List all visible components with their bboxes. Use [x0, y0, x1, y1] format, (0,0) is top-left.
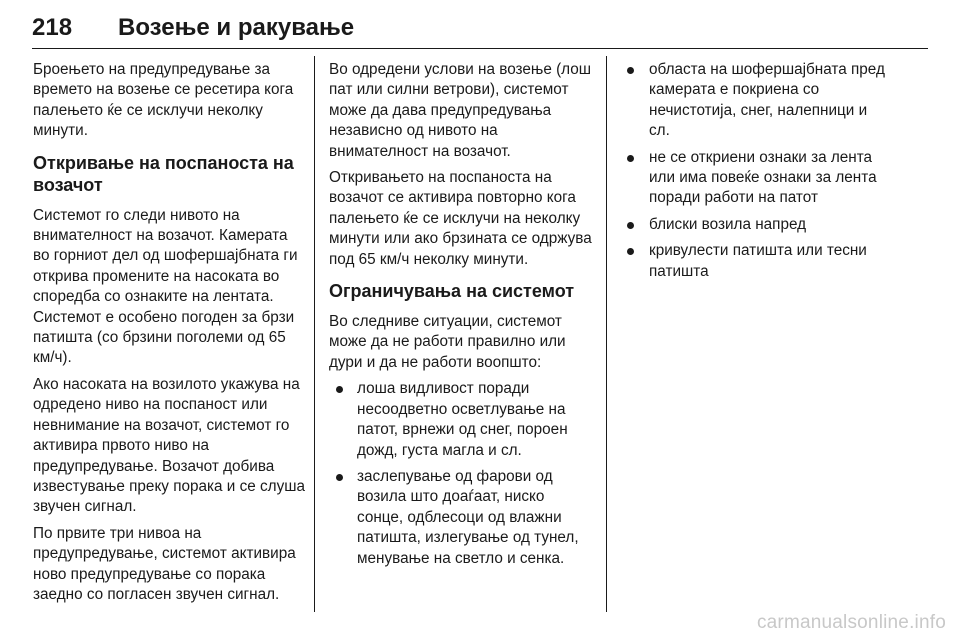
heading-system-limitations: Ограничувања на системот — [329, 281, 575, 302]
column-divider-1 — [314, 56, 315, 612]
list-item: областа на шофершајбната пред камерата е покриена со нечистотија, снег, налепници и сл. — [622, 60, 890, 142]
heading-drowsiness-detection: Откривање на поспаноста на возачот — [33, 152, 294, 195]
page-header — [32, 0, 928, 52]
watermark: carmanualsonline.info — [756, 612, 946, 633]
list-item: лоша видливост поради несоодветно осветлување на патот, врнежи од снег, пороен дожд, густа магла и сл. — [331, 379, 593, 461]
bullet-icon — [336, 474, 343, 481]
limitations-list-continued — [622, 60, 890, 282]
column-1 — [33, 60, 305, 611]
bullet-icon — [627, 248, 634, 255]
bullet-icon — [627, 155, 634, 162]
list-item: кривулести патишта или тесни патишта — [622, 241, 890, 282]
column-3 — [622, 60, 890, 288]
header-rule — [32, 48, 928, 49]
paragraph-situations: Во следниве ситуации, системот може да не работи правилно или дури и да не работи воопшто: — [329, 313, 566, 371]
list-item: заслепување од фарови од возила што доаѓаат, ниско сонце, одблесоци од влажни патишта, излегување од тунел, менување на светло и сенка. — [331, 467, 593, 569]
paragraph-conditions: Во одредени услови на возење (лош пат или силни ветрови), системот може да дава предупредувања независно од нивото на внимателност на возачот. — [329, 61, 592, 160]
bullet-icon — [336, 386, 343, 393]
column-2 — [329, 60, 593, 575]
paragraph-reactivation: Откривањето на поспаноста на возачот се активира повторно кога палењето ќе се исклучи на неколку минути или ако брзината се одржува под 65 км/ч неколку минути. — [329, 169, 592, 268]
limitations-list — [329, 379, 593, 569]
paragraph-system-monitor: Системот го следи нивото на внимателност на возачот. Камерата во горниот дел од шофершајбната ги открива промените на насоката во споредба со ознаките на лентата. Системот е особено погоден за брзи патишта (со брзини поголеми од 65 км/ч). — [33, 206, 298, 367]
paragraph-new-warning: По првите три нивоа на предупредување, системот активира ново предупредување со порака заедно со погласен звучен сигнал. — [33, 524, 296, 603]
bullet-icon — [627, 222, 634, 229]
paragraph-reset-counter: Броењето на предупредување за времето на возење се ресетира кога палењето ќе се исклучи неколку минути. — [33, 61, 294, 140]
paragraph-first-warning: Ако насоката на возилото укажува на одредено ниво на поспаност или невнимание на возачот, системот го активира првото ниво на предупредување. Возачот добива известување преку порака и се слуша звучен сигнал. — [33, 375, 305, 516]
bullet-icon — [627, 67, 634, 74]
list-item: блиски возила напред — [622, 215, 890, 235]
section-title: Возење и ракување — [118, 14, 355, 41]
page-number: 218 — [32, 14, 73, 41]
column-divider-2 — [606, 56, 607, 612]
list-item: не се откриени ознаки за лента или има повеќе ознаки за лента поради работи на патот — [622, 148, 890, 209]
